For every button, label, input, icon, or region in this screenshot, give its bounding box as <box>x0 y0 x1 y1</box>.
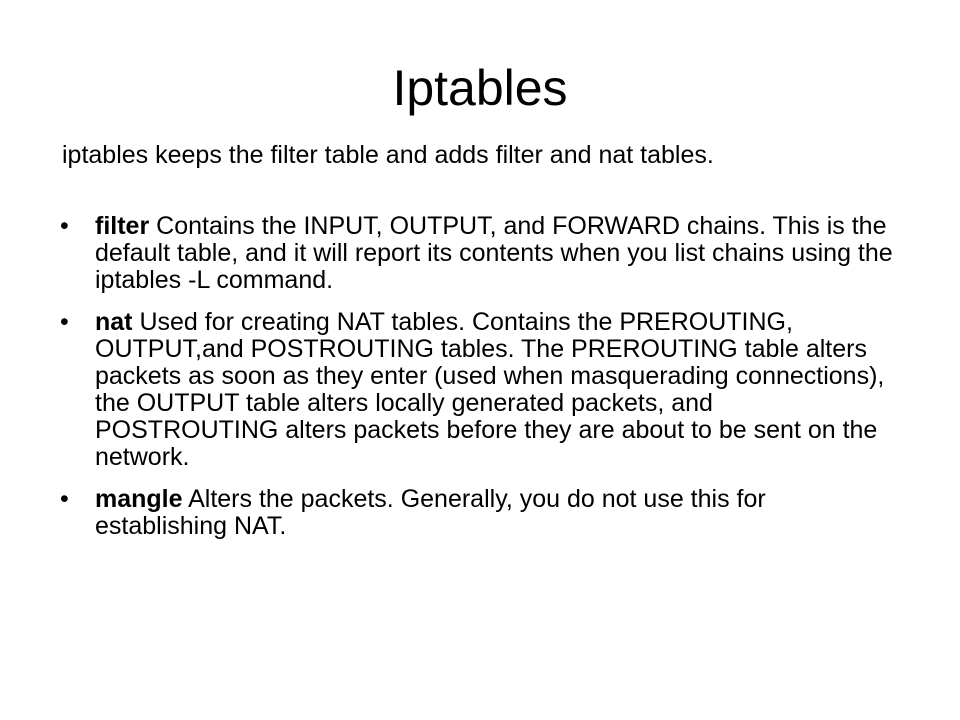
bullet-term: mangle <box>95 485 183 513</box>
bullet-list <box>0 213 960 555</box>
bullet-text: Used for creating NAT tables. Contains the PREROUTING, OUTPUT,and POSTROUTING tables. The PREROUTING table alters packets as soon as they enter (used when masquerading connections), the OUTPUT table alters locally generated packets, and POSTROUTING alters packets before they are about to be sent on the network. <box>95 308 885 471</box>
bullet-term: filter <box>95 212 150 240</box>
bullet-dot-icon: • <box>60 308 69 336</box>
bullet-text: Alters the packets. Generally, you do not use this for establishing NAT. <box>95 485 766 540</box>
bullet-item-nat <box>0 309 895 471</box>
bullet-dot-icon: • <box>60 212 69 240</box>
bullet-item-mangle <box>0 486 895 540</box>
bullet-term: nat <box>95 308 133 336</box>
bullet-dot-icon: • <box>60 485 69 513</box>
slide-title: Iptables <box>392 60 568 116</box>
bullet-item-filter <box>0 213 895 294</box>
intro-text: iptables keeps the filter table and adds filter and nat tables. <box>62 141 714 169</box>
bullet-text: Contains the INPUT, OUTPUT, and FORWARD chains. This is the default table, and it will report its contents when you list chains using the iptables -L command. <box>95 212 893 294</box>
